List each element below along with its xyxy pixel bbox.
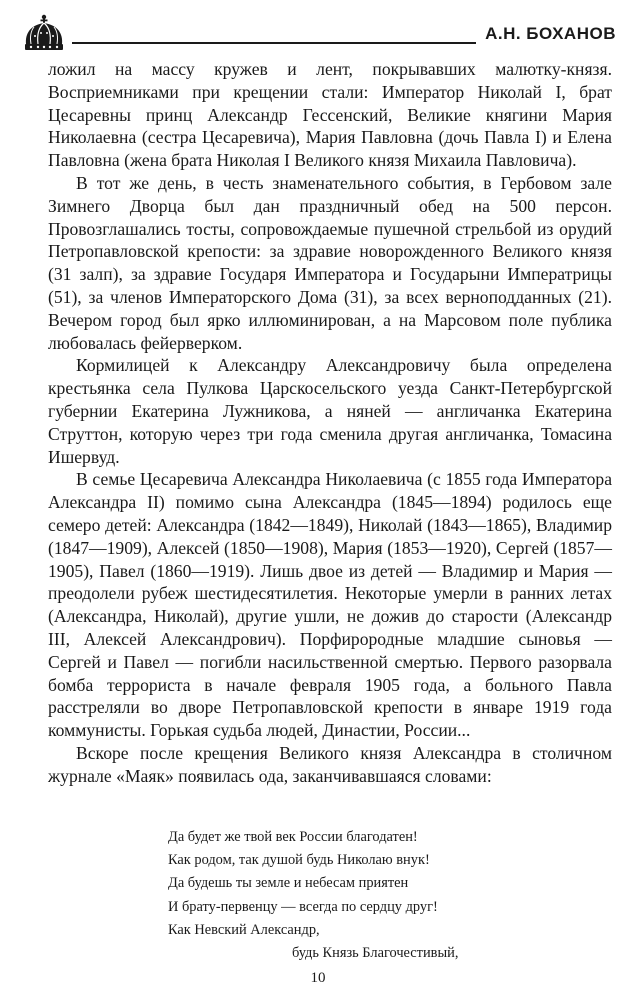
header-rule [72,42,476,44]
paragraph: Вскоре после крещения Великого князя Александра в столичном журнале «Маяк» появилась ода, заканчивавшаяся словами: [48,742,612,786]
verse-line: Да будет же твой век России благодатен! [168,829,418,845]
verse-line: Как родом, так душой будь Николаю внук! [168,852,430,869]
verse-line: Как Невский Александр, [168,921,320,938]
paragraph: Кормилицей к Александру Александровичу была определена крестьянка села Пулкова Царскосельского уезда Санкт-Петербургской губернии Екатерина Лужникова, а няней — англичанка Екатерина Струттон, которую через три года сменила другая англичанка, Томасина Ишервуд. [48,355,612,467]
verse-line: И брату-первенцу — всегда по сердцу друг! [168,898,438,915]
running-header [22,14,616,54]
paragraph: ложил на массу кружев и лент, покрывавших малютку-князя. Восприемниками при крещении стали: Император Николай I, брат Цесаревны принц Александр Гессенский, Великие княгини Мария Николаевна (сестра Цесаревича), Мария Павловна (дочь Павла I) и Елена Павловна (жена брата Николая I Великого князя Михаила Павловича). [48,59,612,171]
verse-line: будь Князь Благочестивый, [292,945,459,962]
paragraph: В тот же день, в честь знаменательного события, в Гербовом зале Зимнего Дворца был дан праздничный обед на 500 персон. Провозглашались тосты, сопровождаемые пушечной стрельбой из орудий Петропавловской крепости: за здравие новорожденного Великого князя (31 залп), за здравие Государя Императора и Государыни Императрицы (51), за членов Императорского Дома (31), за всех верноподданных (21). Вечером город был ярко иллюминирован, а на Марсовом поле публика любовалась фейерверком. [48,172,612,353]
page-number: 10 [310,970,326,986]
crown-icon [22,14,66,54]
paragraph: В семье Цесаревича Александра Николаевича (с 1855 года Императора Александра II) помимо сына Александра (1845—1894) родилось еще семеро детей: Александра (1842—1849), Николай (1843—1865), Владимир (1847—1909), Алексей (1850—1908), Мария (1853—1920), Сергей (1857—1905), Павел (1860—1919). Лишь двое из детей — Владимир и Мария — преодолели рубеж шестидесятилетия. Некоторые умерли в ранних летах (Александра, Николай), другие ушли, не дожив до старости (Александр III, Алексей Александрович). Порфирородные младшие сыновья — Сергей и Павел — погибли насильственной смертью. Первого разорвала бомба террориста в начале февраля 1905 года, а больного Павла расстреляли во дворе Петропавловской крепости в январе 1919 года коммунисты. Горькая судьба людей, Династии, России... [48,469,612,741]
author-name: А.Н. БОХАНОВ [485,24,616,43]
main-text [48,58,612,788]
verse-line: Да будешь ты земле и небесам приятен [168,875,409,892]
ode-quote [168,826,588,965]
